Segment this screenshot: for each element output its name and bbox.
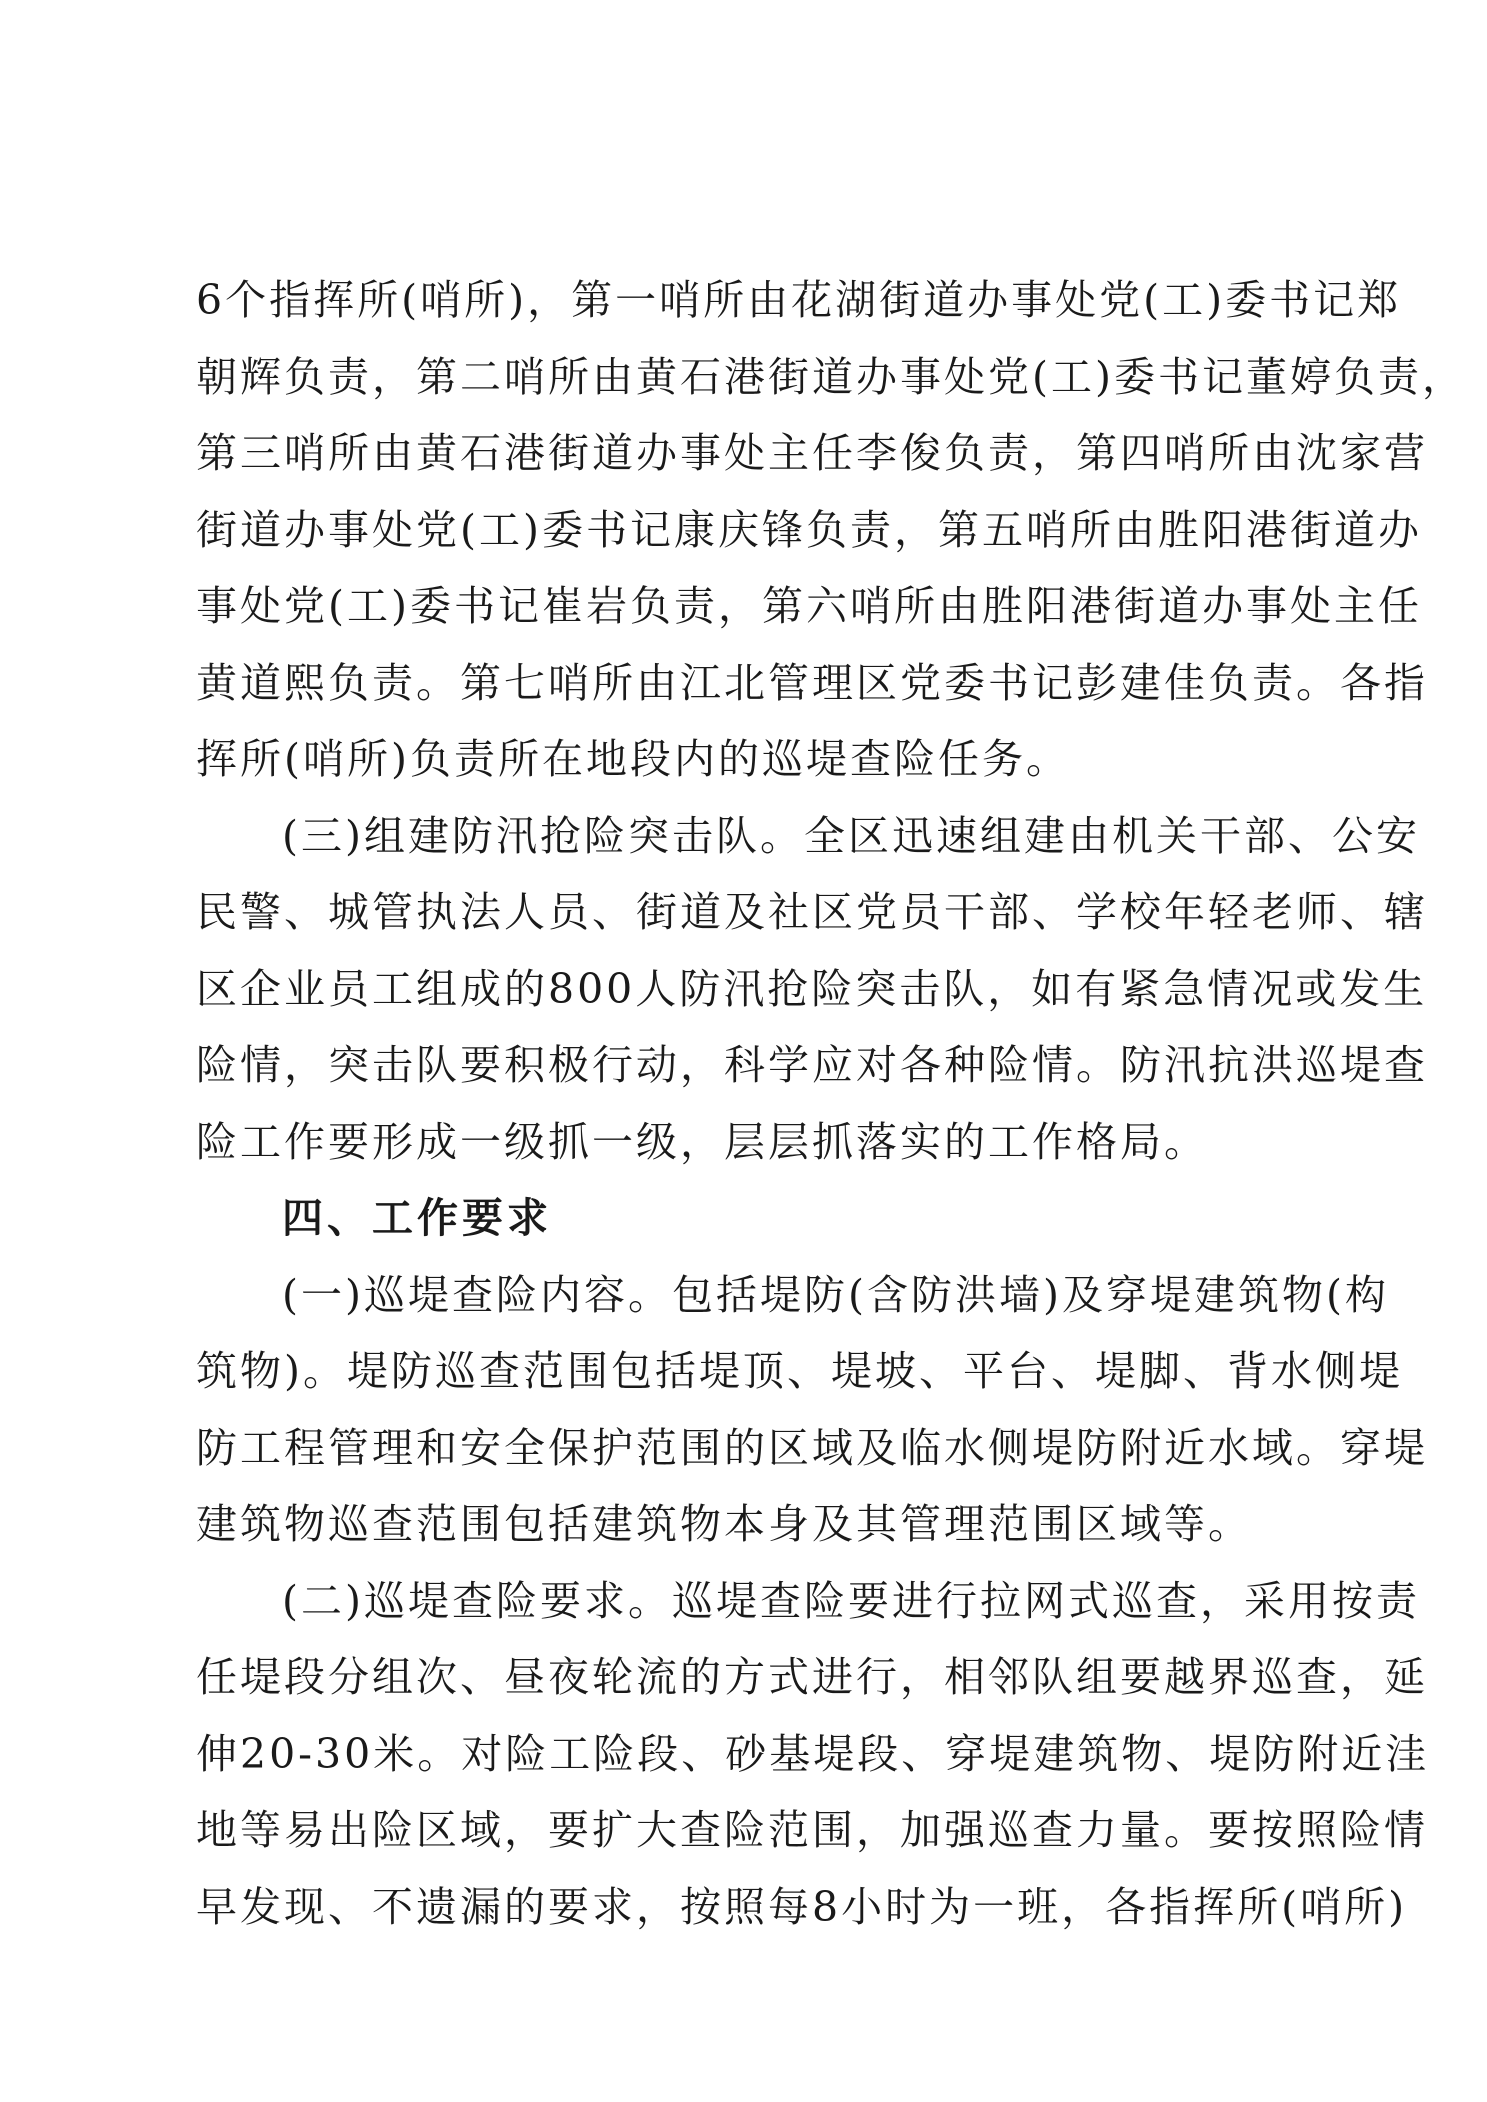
paragraph-start-line: (二)巡堤查险要求。巡堤查险要进行拉网式巡查，采用按责 bbox=[282, 1576, 1420, 1625]
paragraph-start-line: (一)巡堤查险内容。包括堤防(含防洪墙)及穿堤建筑物(构 bbox=[282, 1270, 1389, 1319]
body-line: 民警、城管执法人员、街道及社区党员干部、学校年轻老师、辖 bbox=[196, 888, 1428, 936]
document-body bbox=[196, 262, 1466, 1945]
body-line: 黄道熙负责。第七哨所由江北管理区党委书记彭建佳负责。各指 bbox=[196, 658, 1428, 707]
paragraph-start-line: (三)组建防汛抢险突击队。全区迅速组建由机关干部、公安 bbox=[282, 811, 1420, 860]
body-line: 伸20-30米。对险工险段、砂基堤段、穿堤建筑物、堤防附近洼 bbox=[196, 1729, 1430, 1778]
section-heading: 四、工作要求 bbox=[282, 1194, 552, 1242]
body-line: 防工程管理和安全保护范围的区域及临水侧堤防附近水域。穿堤 bbox=[196, 1423, 1428, 1472]
body-line: 建筑物巡查范围包括建筑物本身及其管理范围区域等。 bbox=[196, 1500, 1252, 1548]
body-line: 险工作要形成一级抓一级，层层抓落实的工作格局。 bbox=[196, 1117, 1208, 1166]
body-line: 任堤段分组次、昼夜轮流的方式进行，相邻队组要越界巡查，延 bbox=[196, 1653, 1428, 1701]
body-line: 早发现、不遗漏的要求，按照每8小时为一班，各指挥所(哨所) bbox=[196, 1882, 1408, 1931]
body-line: 街道办事处党(工)委书记康庆锋负责，第五哨所由胜阳港街道办 bbox=[196, 505, 1422, 554]
body-line: 区企业员工组成的800人防汛抢险突击队，如有紧急情况或发生 bbox=[196, 964, 1428, 1013]
body-line: 事处党(工)委书记崔岩负责，第六哨所由胜阳港街道办事处主任 bbox=[196, 582, 1422, 630]
body-line: 险情，突击队要积极行动，科学应对各种险情。防汛抗洪巡堤查 bbox=[196, 1041, 1428, 1089]
body-line: 6个指挥所(哨所)，第一哨所由花湖街道办事处党(工)委书记郑 bbox=[196, 276, 1402, 324]
body-line: 挥所(哨所)负责所在地段内的巡堤查险任务。 bbox=[196, 735, 1070, 783]
body-line: 第三哨所由黄石港街道办事处主任李俊负责，第四哨所由沈家营 bbox=[196, 429, 1428, 477]
body-line: 地等易出险区域，要扩大查险范围，加强巡查力量。要按照险情 bbox=[196, 1806, 1428, 1854]
body-line: 朝辉负责，第二哨所由黄石港街道办事处党(工)委书记董婷负责， bbox=[196, 352, 1466, 401]
body-line: 筑物)。堤防巡查范围包括堤顶、堤坡、平台、堤脚、背水侧堤 bbox=[196, 1347, 1403, 1395]
